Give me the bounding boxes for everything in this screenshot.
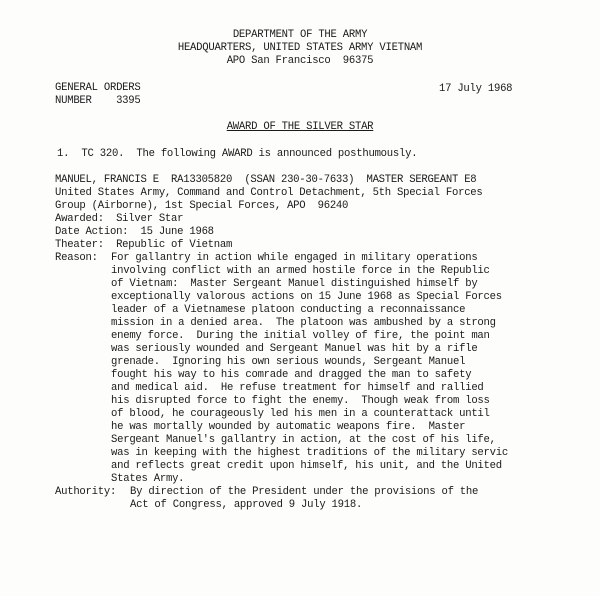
authority-line: By direction of the President under the provisions of the: [130, 486, 479, 498]
reason-line: States Army.: [111, 473, 185, 485]
reason-label: Reason:: [55, 252, 98, 264]
recipient-line-1: MANUEL, FRANCIS E RA13305820 (SSAN 230-30-7633) MASTER SERGEANT E8: [55, 174, 477, 186]
reason-line: was seriously wounded and Sergeant Manuel was hit by a rifle: [111, 343, 478, 355]
reason-line: of blood, he courageously led his men in a counterattack until: [111, 408, 490, 420]
reason-line: mission in a denied area. The platoon was ambushed by a strong: [111, 317, 496, 329]
reason-line: exceptionally valorous actions on 15 June 1968 as Special Forces: [111, 291, 502, 303]
awarded-field: Awarded: Silver Star: [55, 213, 184, 225]
reason-line: Sergeant Manuel's gallantry in action, at the cost of his life,: [111, 434, 496, 446]
reason-line: of Vietnam: Master Sergeant Manuel distinguished himself by: [111, 278, 478, 290]
theater-field: Theater: Republic of Vietnam: [55, 239, 233, 251]
authority-line: Act of Congress, approved 9 July 1918.: [130, 499, 363, 511]
header-apo: APO San Francisco 96375: [226, 55, 374, 67]
reason-line: he was mortally wounded by automatic weapons fire. Master: [111, 421, 466, 433]
reason-line: fought his way to his comrade and dragged the man to safety: [111, 369, 472, 381]
reason-line: involving conflict with an armed hostile force in the Republic: [111, 265, 490, 277]
reason-line: his disrupted force to fight the enemy. Though weak from loss: [111, 395, 490, 407]
recipient-line-2: United States Army, Command and Control Detachment, 5th Special Forces: [55, 187, 483, 199]
reason-line: grenade. Ignoring his own serious wounds, Sergeant Manuel: [111, 356, 466, 368]
authority-label: Authority:: [55, 486, 117, 498]
reason-line: and reflects great credit upon himself, his unit, and the United: [111, 460, 502, 472]
order-number: NUMBER 3395: [55, 95, 141, 107]
reason-line: For gallantry in action while engaged in military operations: [111, 252, 478, 264]
recipient-line-3: Group (Airborne), 1st Special Forces, APO 96240: [55, 200, 349, 212]
header-department: DEPARTMENT OF THE ARMY: [232, 29, 368, 41]
document-title: AWARD OF THE SILVER STAR: [226, 121, 374, 133]
announcement: 1. TC 320. The following AWARD is announced posthumously.: [57, 148, 418, 160]
order-date: 17 July 1968: [439, 83, 513, 95]
general-orders-label: GENERAL ORDERS: [55, 82, 141, 94]
reason-line: was in keeping with the highest traditions of the military servic: [111, 447, 508, 459]
header-headquarters: HEADQUARTERS, UNITED STATES ARMY VIETNAM: [177, 42, 423, 54]
date-action-field: Date Action: 15 June 1968: [55, 226, 214, 238]
reason-line: and medical aid. He refuse treatment for himself and rallied: [111, 382, 484, 394]
reason-line: enemy force. During the initial volley of fire, the point man: [111, 330, 490, 342]
reason-line: leader of a Vietnamese platoon conducting a reconnaissance: [111, 304, 466, 316]
